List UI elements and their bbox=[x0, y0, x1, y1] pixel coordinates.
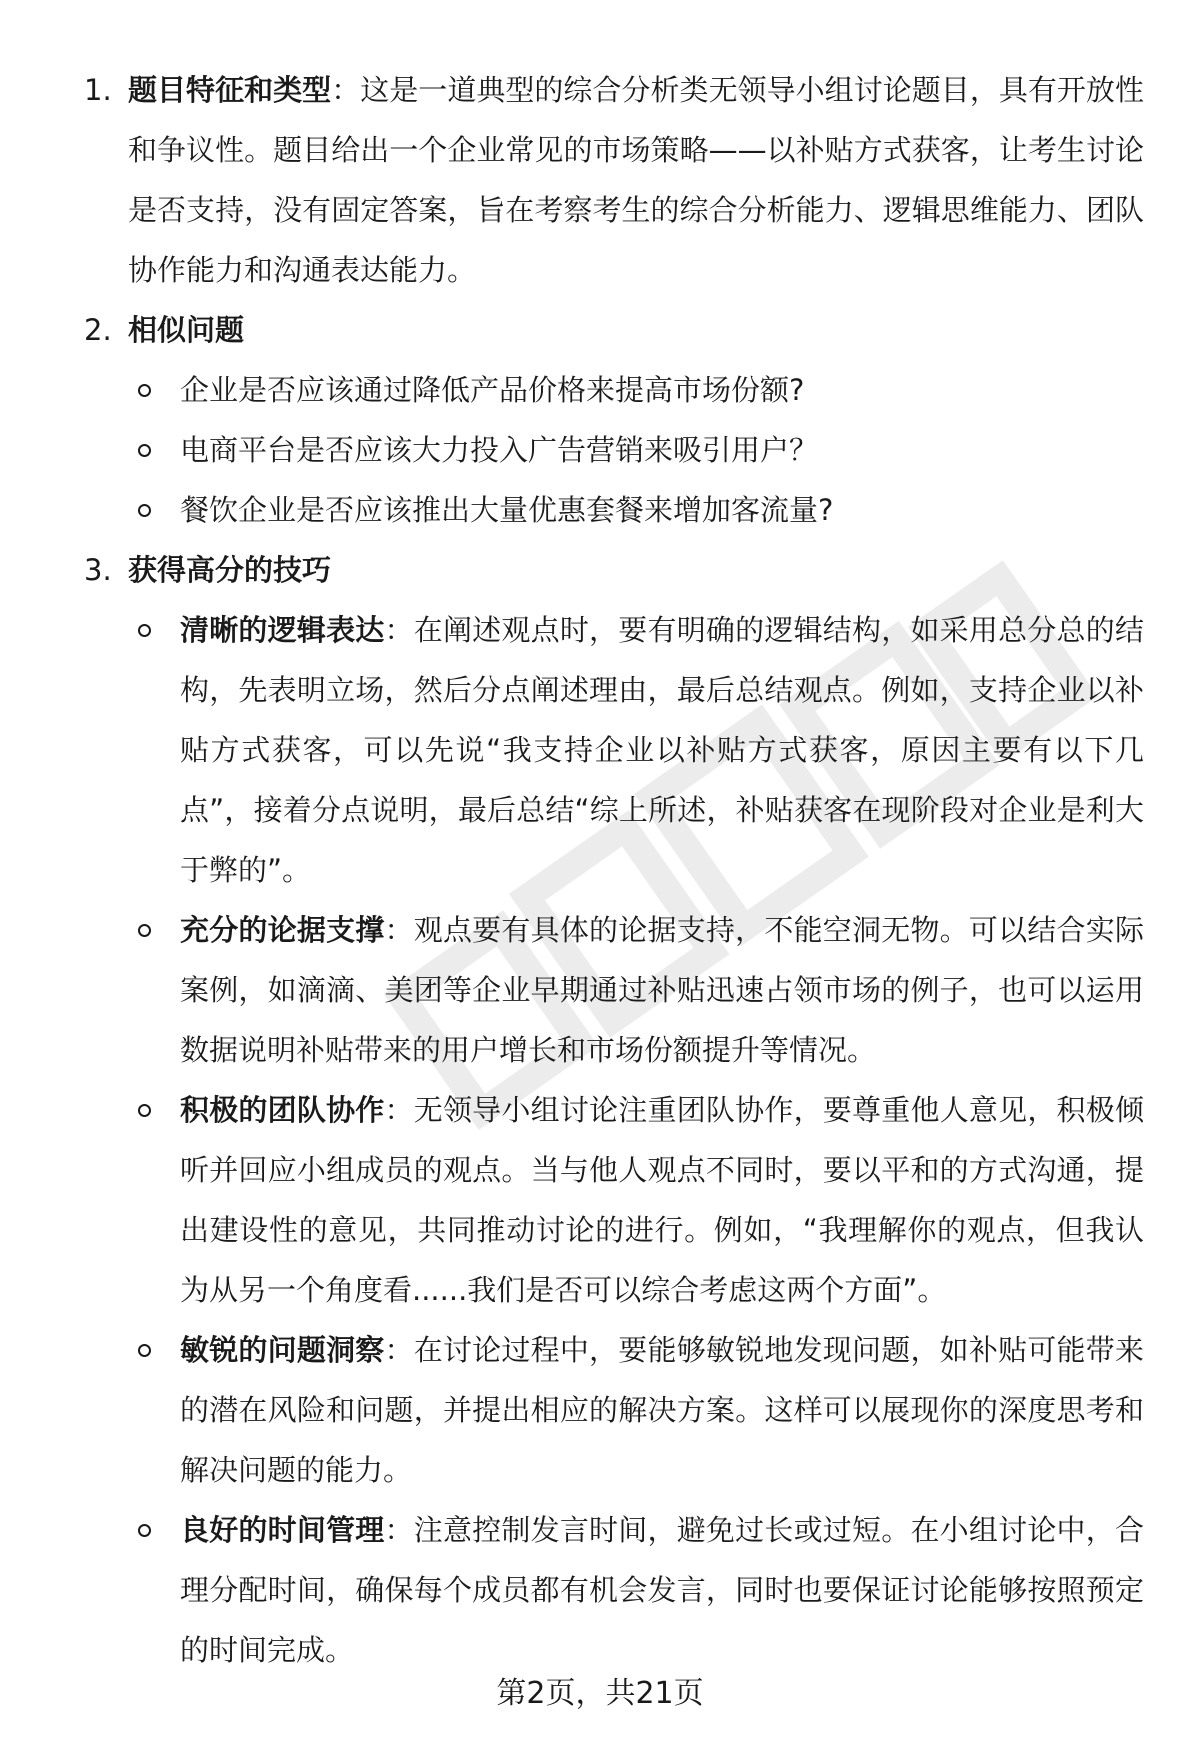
tip-title: 清晰的逻辑表达 bbox=[180, 613, 385, 647]
section-3 bbox=[84, 540, 1144, 600]
hollow-bullet-icon bbox=[138, 1104, 151, 1117]
hollow-bullet-icon bbox=[138, 444, 151, 457]
page-footer: 第2页，共21页 bbox=[496, 1676, 704, 1711]
section-heading: 相似问题 bbox=[128, 313, 245, 347]
separator: ： bbox=[331, 73, 361, 107]
hollow-bullet-icon bbox=[138, 924, 151, 937]
list-item-paragraph bbox=[180, 1320, 1144, 1500]
list-item-paragraph bbox=[180, 1080, 1144, 1320]
section-1 bbox=[84, 60, 1144, 300]
separator: ： bbox=[384, 1333, 414, 1367]
list-item bbox=[128, 480, 1144, 540]
section-heading: 获得高分的技巧 bbox=[128, 553, 332, 587]
section-number: 2. bbox=[84, 313, 112, 347]
list-item bbox=[128, 1080, 1144, 1320]
hollow-bullet-icon bbox=[138, 624, 151, 637]
section-number: 1. bbox=[84, 73, 112, 107]
tip-title: 敏锐的问题洞察 bbox=[180, 1333, 385, 1367]
hollow-bullet-icon bbox=[138, 384, 151, 397]
list-item-text: 企业是否应该通过降低产品价格来提高市场份额? bbox=[180, 373, 805, 407]
list-item-paragraph bbox=[180, 900, 1144, 1080]
separator: ： bbox=[384, 1513, 414, 1547]
tip-title: 积极的团队协作 bbox=[180, 1093, 385, 1127]
section-number: 3. bbox=[84, 553, 112, 587]
list-item-paragraph bbox=[180, 600, 1144, 900]
tips-list bbox=[84, 600, 1144, 1680]
section-paragraph bbox=[128, 60, 1144, 300]
document-content bbox=[84, 60, 1144, 1680]
separator: ： bbox=[384, 1093, 414, 1127]
list-item bbox=[128, 600, 1144, 900]
section-heading: 题目特征和类型 bbox=[128, 73, 332, 107]
hollow-bullet-icon bbox=[138, 504, 151, 517]
hollow-bullet-icon bbox=[138, 1344, 151, 1357]
tip-title: 良好的时间管理 bbox=[180, 1513, 385, 1547]
tip-text: 注意控制发言时间，避免过长或过短。在小组讨论中，合理分配时间，确保每个成员都有机会发言，同时也要保证讨论能够按照预定的时间完成。 bbox=[180, 1513, 1144, 1667]
list-item-text: 餐饮企业是否应该推出大量优惠套餐来增加客流量? bbox=[180, 493, 834, 527]
list-item bbox=[128, 420, 1144, 480]
tip-title: 充分的论据支撑 bbox=[180, 913, 385, 947]
list-item bbox=[128, 1500, 1144, 1680]
separator: ： bbox=[384, 613, 414, 647]
tip-text: 在阐述观点时，要有明确的逻辑结构，如采用总分总的结构，先表明立场，然后分点阐述理由，最后总结观点。例如，支持企业以补贴方式获客，可以先说“我支持企业以补贴方式获客，原因主要有以下几点”，接着分点说明，最后总结“综上所述，补贴获客在现阶段对企业是利大于弊的”。 bbox=[180, 613, 1144, 887]
tip-text: 观点要有具体的论据支持，不能空洞无物。可以结合实际案例，如滴滴、美团等企业早期通过补贴迅速占领市场的例子，也可以运用数据说明补贴带来的用户增长和市场份额提升等情况。 bbox=[180, 913, 1144, 1067]
list-item bbox=[128, 360, 1144, 420]
list-item-text: 电商平台是否应该大力投入广告营销来吸引用户？ bbox=[180, 433, 819, 467]
list-item-paragraph bbox=[180, 1500, 1144, 1680]
separator: ： bbox=[384, 913, 414, 947]
similar-questions-list bbox=[84, 360, 1144, 540]
tip-text: 在讨论过程中，要能够敏锐地发现问题，如补贴可能带来的潜在风险和问题，并提出相应的解决方案。这样可以展现你的深度思考和解决问题的能力。 bbox=[180, 1333, 1144, 1487]
section-2 bbox=[84, 300, 1144, 360]
list-item bbox=[128, 1320, 1144, 1500]
tip-text: 无领导小组讨论注重团队协作，要尊重他人意见，积极倾听并回应小组成员的观点。当与他人观点不同时，要以平和的方式沟通，提出建设性的意见，共同推动讨论的进行。例如，“我理解你的观点，但我认为从另一个角度看......我们是否可以综合考虑这两个方面”。 bbox=[180, 1093, 1144, 1307]
hollow-bullet-icon bbox=[138, 1524, 151, 1537]
section-text: 这是一道典型的综合分析类无领导小组讨论题目，具有开放性和争议性。题目给出一个企业常见的市场策略——以补贴方式获客，让考生讨论是否支持，没有固定答案，旨在考察考生的综合分析能力、逻辑思维能力、团队协作能力和沟通表达能力。 bbox=[128, 73, 1144, 287]
list-item bbox=[128, 900, 1144, 1080]
